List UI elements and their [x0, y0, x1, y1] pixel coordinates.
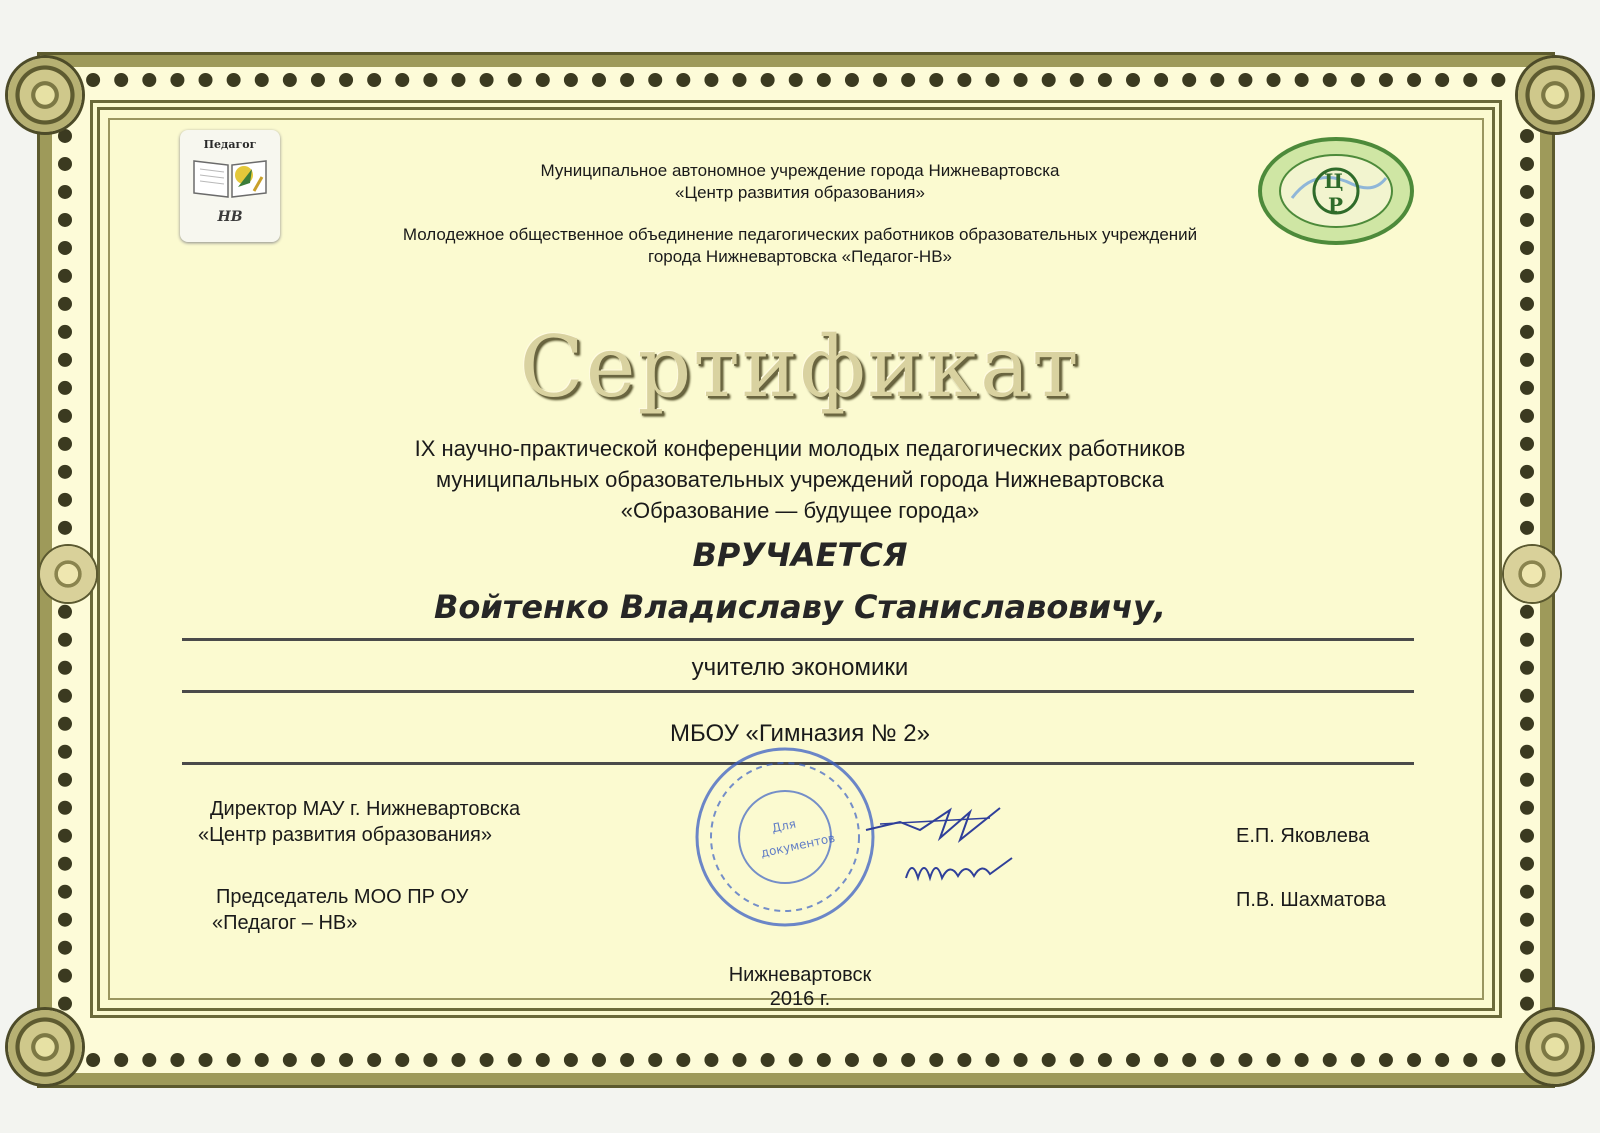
- org2-line1: Молодежное общественное объединение педагогических работников образовательных учреждений: [402, 225, 1198, 244]
- signature-1-icon: [860, 800, 1020, 850]
- corner-ornament-icon: [8, 1010, 82, 1084]
- signatory-1-role-line1: Директор МАУ г. Нижневартовска: [210, 798, 521, 820]
- pedagog-logo-top-text: Педагог: [203, 138, 257, 151]
- signatory-1-role-line2: «Центр развития образования»: [198, 824, 492, 846]
- corner-ornament-icon: [1518, 58, 1592, 132]
- stamp-text: Для: [770, 816, 798, 836]
- org2-line2: города Нижневартовска «Педагог-НВ»: [648, 247, 952, 266]
- signatory-1-name: Е.П. Яковлева: [1236, 825, 1370, 847]
- recipient-position: учителю экономики: [691, 654, 909, 681]
- side-rosette-icon: [40, 546, 96, 602]
- conference-line2: муниципальных образовательных учреждений города Нижневартовска: [435, 467, 1165, 492]
- corner-ornament-icon: [8, 58, 82, 132]
- signatory-2-role-line2: «Педагог – НВ»: [212, 912, 358, 934]
- pedagog-logo: [180, 130, 280, 242]
- logo-letter: Р: [1328, 193, 1344, 217]
- book-logo-icon: [180, 151, 280, 209]
- stamp-text: документов: [759, 830, 837, 861]
- footer-city: Нижневартовск: [728, 964, 872, 986]
- position-underline: [182, 690, 1414, 693]
- signature-2-icon: [900, 848, 1020, 888]
- side-rosette-icon: [1504, 546, 1560, 602]
- org1-line2: «Центр развития образования»: [675, 183, 925, 202]
- footer-year: 2016 г.: [769, 988, 831, 1010]
- logo-letter: Ц: [1324, 169, 1344, 193]
- corner-ornament-icon: [1518, 1010, 1592, 1084]
- signatory-2-role-line1: Председатель МОО ПР ОУ: [216, 886, 469, 908]
- recipient-underline: [182, 638, 1414, 641]
- signatory-2-name: П.В. Шахматова: [1236, 889, 1386, 911]
- recipient-name: Войтенко Владиславу Станиславовичу,: [434, 588, 1166, 626]
- school-name: МБОУ «Гимназия № 2»: [670, 720, 930, 747]
- conference-line1: IX научно-практической конференции молодых педагогических работников: [414, 436, 1186, 461]
- pedagog-logo-bottom-text: НВ: [217, 209, 243, 225]
- certificate-title: Сертификат: [519, 318, 1081, 416]
- awarded-label: ВРУЧАЕТСЯ: [692, 536, 908, 574]
- official-stamp: [690, 742, 880, 932]
- org1-line1: Муниципальное автономное учреждение города Нижневартовска: [540, 161, 1060, 180]
- conference-line3: «Образование — будущее города»: [620, 498, 980, 523]
- official-stamp-icon: [690, 742, 880, 932]
